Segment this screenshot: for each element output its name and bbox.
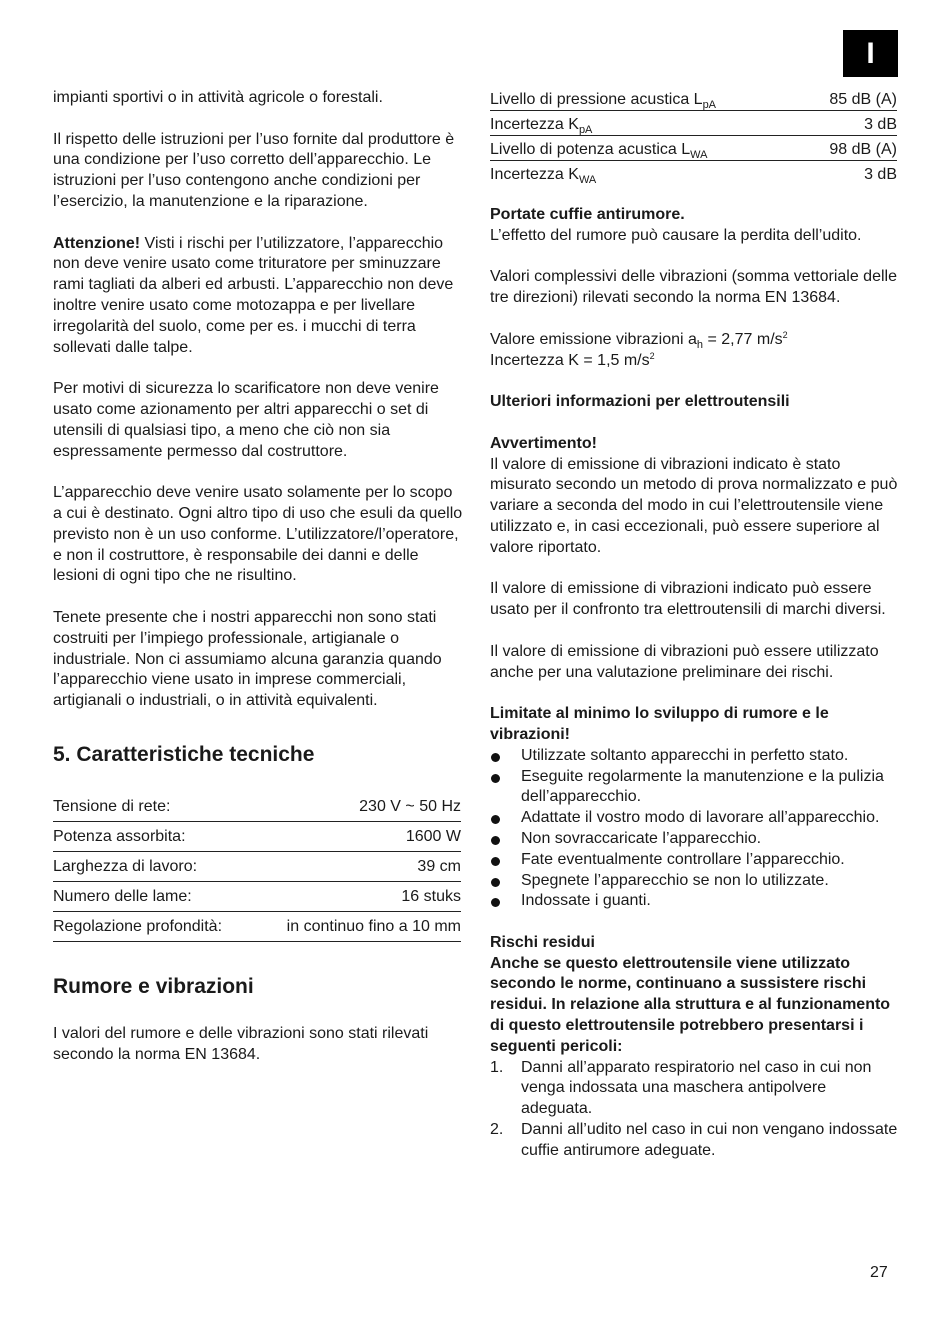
table-row bbox=[490, 86, 897, 111]
table-row bbox=[490, 161, 897, 186]
list-item: Fate eventualmente controllare l’apparecchio. bbox=[490, 850, 900, 871]
list-item: Indossate i guanti. bbox=[490, 891, 900, 912]
spec-label: Potenza assorbita: bbox=[53, 821, 254, 851]
noise-label: Livello di potenza acustica $L_{WA}$ bbox=[490, 136, 803, 161]
warning-block bbox=[490, 434, 900, 559]
language-tab: I bbox=[843, 30, 898, 77]
noise-label: Livello di pressione acustica $L_{pA}$ bbox=[490, 86, 803, 111]
spec-label: Larghezza di lavoro: bbox=[53, 851, 254, 881]
noise-value: 3 dB bbox=[864, 166, 897, 183]
spec-value: 16 stuks bbox=[254, 881, 461, 911]
spec-value: 230 V ~ 50 Hz bbox=[254, 792, 461, 822]
spec-label: Regolazione profondità: bbox=[53, 911, 254, 941]
list-item: Eseguite regolarmente la manutenzione e la pulizia dell’apparecchio. bbox=[490, 767, 900, 809]
specs-table bbox=[53, 792, 461, 942]
paragraph: impianti sportivi o in attività agricole o forestali. bbox=[53, 89, 383, 106]
list-item: Spegnete l’apparecchio se non lo utilizzate. bbox=[490, 871, 900, 892]
paragraph: Il valore di emissione di vibrazioni indicato può essere usato per il confronto tra elettroutensili di marchi diversi. bbox=[490, 580, 886, 619]
right-column bbox=[490, 88, 900, 1162]
paragraph: I valori del rumore e delle vibrazioni sono stati rilevati secondo la norma EN 13684. bbox=[53, 1024, 429, 1063]
spec-label: Numero delle lame: bbox=[53, 881, 254, 911]
subheading-more-info: Ulteriori informazioni per elettroutensili bbox=[490, 393, 790, 411]
spec-value: 1600 W bbox=[254, 821, 461, 851]
bullet-list bbox=[490, 746, 900, 912]
paragraph: Tenete presente che i nostri apparecchi non sono stati costruiti per l’impiego professionale, artigianale o industriale. Non ci assumiamo alcuna garanzia quando l’apparecchio viene usato in imprese commerciali, artigianali o industriali, o in attività equivalenti. bbox=[53, 608, 442, 710]
list-item: Utilizzate soltanto apparecchi in perfetto stato. bbox=[490, 746, 900, 767]
spec-value: 39 cm bbox=[254, 851, 461, 881]
table-row bbox=[53, 881, 461, 911]
vibration-values: Valore emissione vibrazioni $a_h = 2,77$ $m/s^2$ Incertezza K = 1,5 $m/s^2$ bbox=[490, 329, 788, 369]
warning-text: Il valore di emissione di vibrazioni indicato è stato misurato secondo un metodo di prova normalizzato e può variare a seconda del modo in cui l’elettroutensile viene utilizzato e, in casi eccezionali, può essere superiore al valore riportato. bbox=[490, 455, 898, 556]
warning-label: Attenzione! bbox=[53, 234, 141, 252]
list-item: 2. Danni all’udito nel caso in cui non vengano indossate cuffie antirumore adeguate. bbox=[490, 1121, 898, 1159]
noise-label: Incertezza $K_{WA}$ bbox=[490, 166, 597, 186]
table-row bbox=[490, 136, 897, 161]
list-item: Adattate il vostro modo di lavorare all’apparecchio. bbox=[490, 808, 900, 829]
paragraph: Il valore di emissione di vibrazioni può essere utilizzato anche per una valutazione preliminare dei rischi. bbox=[490, 642, 879, 681]
list-item: 1. Danni all’apparato respiratorio nel caso in cui non venga indossata una maschera antipolvere adeguata. bbox=[490, 1058, 872, 1118]
page-number: 27 bbox=[870, 1264, 888, 1281]
warning-heading: Avvertimento! bbox=[490, 434, 597, 452]
subheading-limit: Limitate al minimo lo sviluppo di rumore e le vibrazioni! bbox=[490, 705, 829, 743]
paragraph: Il rispetto delle istruzioni per l’uso fornite dal produttore è una condizione per l’uso corretto dell’apparecchio. Le istruzioni per l’uso contengono anche condizioni per l’esercizio, la manutenzione e la riparazione. bbox=[53, 130, 455, 210]
warning-paragraph bbox=[53, 234, 463, 359]
table-row bbox=[53, 851, 461, 881]
table-row bbox=[53, 911, 461, 941]
ear-protection-heading: Portate cuffie antirumore. bbox=[490, 206, 685, 223]
noise-table bbox=[490, 86, 897, 185]
noise-value: 3 dB bbox=[803, 111, 897, 136]
section-heading-specs: 5. Caratteristiche tecniche bbox=[53, 742, 315, 766]
ear-protection-note bbox=[490, 205, 900, 247]
residual-risks-intro: Anche se questo elettroutensile viene utilizzato secondo le norme, continuano a sussistere rischi residui. In relazione alla struttura e al funzionamento di questo elettroutensile potrebbero presentarsi i seguenti pericoli: bbox=[490, 954, 891, 1055]
section-heading-noise: Rumore e vibrazioni bbox=[53, 974, 254, 998]
subheading-residual-risks: Rischi residui bbox=[490, 933, 595, 951]
risk-list bbox=[490, 1058, 900, 1162]
noise-label: Incertezza $K_{pA}$ bbox=[490, 111, 803, 136]
noise-value: 98 dB (A) bbox=[803, 136, 897, 161]
table-row bbox=[53, 792, 461, 822]
warning-text: Visti i rischi per l’utilizzatore, l’apparecchio non deve venire usato come trituratore per sminuzzare rami tagliati da alberi ed arbusti. L’apparecchio non deve inoltre venire usato come motozappa e per livellare irregolarità del suolo, come per es. i mucchi di terra sollevati dalle talpe. bbox=[53, 234, 454, 356]
spec-label: Tensione di rete: bbox=[53, 792, 254, 822]
paragraph: Per motivi di sicurezza lo scarificatore non deve venire usato come azionamento per altri apparecchi o set di utensili di qualsiasi tipo, a meno che ciò non sia espressamente permesso dal costruttore. bbox=[53, 380, 439, 460]
ear-protection-text: L’effetto del rumore può causare la perdita dell’udito. bbox=[490, 226, 862, 244]
noise-value: 85 dB (A) bbox=[803, 86, 897, 111]
list-item: Non sovraccaricate l’apparecchio. bbox=[490, 829, 900, 850]
table-row bbox=[53, 821, 461, 851]
paragraph: L’apparecchio deve venire usato solamente per lo scopo a cui è destinato. Ogni altro tipo di uso che esuli da quello previsto non è un uso conforme. L’utilizzatore/l’operatore, e non il costruttore, è responsabile dei danni e delle lesioni di ogni tipo che ne risultino. bbox=[53, 484, 463, 585]
left-column bbox=[53, 88, 463, 1086]
spec-value: in continuo fino a 10 mm bbox=[254, 911, 461, 941]
table-row bbox=[490, 111, 897, 136]
paragraph: Valori complessivi delle vibrazioni (somma vettoriale delle tre direzioni) rilevati secondo la norma EN 13684. bbox=[490, 268, 897, 307]
